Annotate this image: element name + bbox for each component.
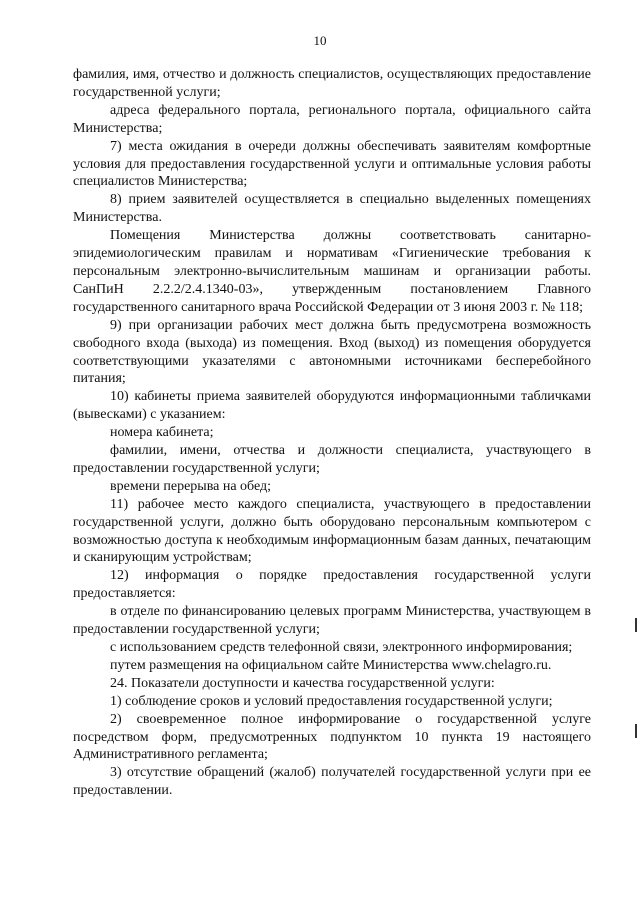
- paragraph: фамилия, имя, отчество и должность специалистов, осуществляющих предоставление государственной услуги;: [73, 67, 591, 100]
- scan-edge-mark: [635, 618, 637, 632]
- paragraph: 8) прием заявителей осуществляется в специально выделенных помещениях Министерства.: [73, 192, 591, 226]
- paragraph: фамилии, имени, отчества и должности специалиста, участвующего в предоставлении государственной услуги;: [73, 443, 591, 476]
- paragraph: времени перерыва на обед;: [110, 478, 272, 494]
- paragraph: 3) отсутствие обращений (жалоб) получателей государственной услуги при ее предоставлении.: [73, 765, 591, 799]
- paragraph: адреса федерального портала, регионального портала, официального сайта Министерства;: [73, 102, 591, 136]
- paragraph: 12) информация о порядке предоставления государственной услуги предоставляется:: [73, 568, 591, 602]
- paragraph: Помещения Министерства должны соответствовать санитарно-эпидемиологическим правилам и нормативам «Гигиенические требования к персональным электронно-вычислительным машинам и организации работы. СанПиН 2.2.2/2.4.1340-03», утвержденным постановлением Главного государственного санитарного врача Российской Федерации от 3 июня 2003 г. № 118;: [73, 228, 591, 315]
- paragraph: 2) своевременное полное информирование о государственной услуге посредством форм, предусмотренных подпунктом 10 пункта 19 настоящего Административного регламента;: [73, 711, 591, 763]
- document-body: [73, 66, 591, 800]
- paragraph: 9) при организации рабочих мест должна быть предусмотрена возможность свободного входа (выхода) из помещения. Вход (выход) из помещения оборудуется соответствующими указателями с автономными источниками бесперебойного питания;: [73, 317, 591, 387]
- paragraph: номера кабинета;: [110, 425, 214, 441]
- paragraph: 1) соблюдение сроков и условий предоставления государственной услуги;: [110, 693, 553, 709]
- paragraph: с использованием средств телефонной связи, электронного информирования;: [110, 640, 573, 655]
- paragraph: 10) кабинеты приема заявителей оборудуются информационными табличками (вывесками) с указанием:: [73, 389, 591, 423]
- paragraph: 11) рабочее место каждого специалиста, участвующего в предоставлении государственной услуги, должно быть оборудовано персональным компьютером с возможностью доступа к необходимым информационным базам данных, печатающим и сканирующим устройствам;: [73, 496, 591, 566]
- scan-edge-mark: [635, 724, 637, 738]
- paragraph: 24. Показатели доступности и качества государственной услуги:: [110, 675, 495, 691]
- paragraph: 7) места ожидания в очереди должны обеспечивать заявителям комфортные условия для предоставления государственной услуги и оптимальные условия работы специалистов Министерства;: [73, 138, 591, 190]
- paragraph: в отделе по финансированию целевых программ Министерства, участвующем в предоставлении государственной услуги;: [73, 604, 591, 638]
- page-number: 10: [313, 33, 327, 48]
- paragraph: путем размещения на официальном сайте Министерства www.chelagro.ru.: [110, 657, 552, 673]
